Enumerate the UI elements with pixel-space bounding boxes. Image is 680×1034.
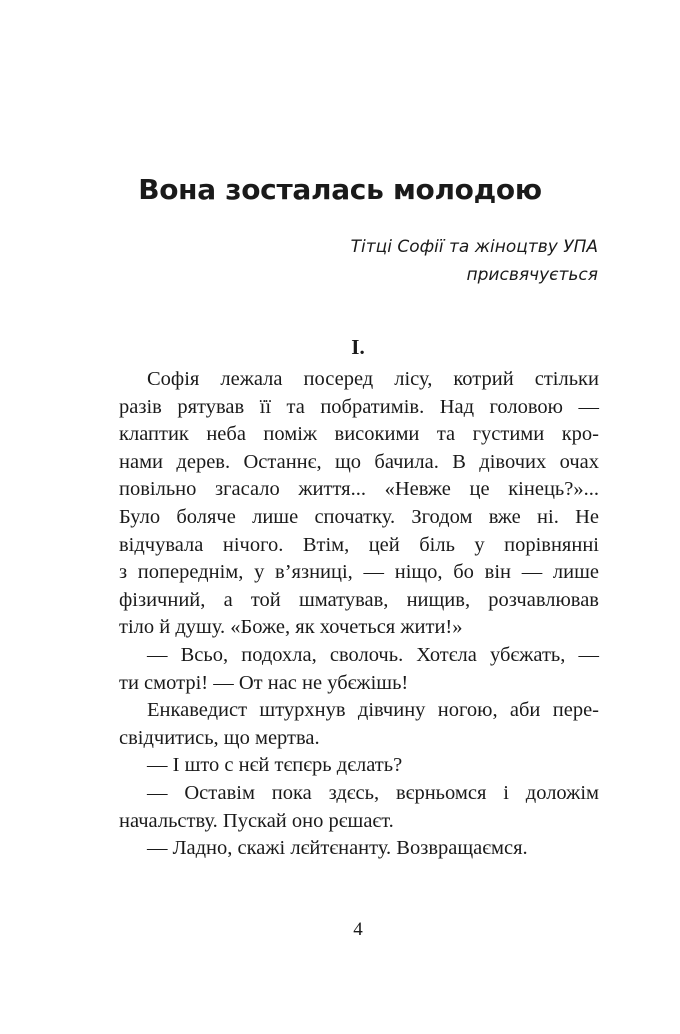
text-line: з попереднім, у в’язниці, — ніщо, бо він — лише bbox=[119, 561, 599, 584]
page-number: 4 bbox=[353, 919, 363, 940]
text-line: — Оставім пока здєсь, вєрньомся і доложім bbox=[147, 781, 599, 804]
text-line: — І што с нєй тєпєрь дєлать? bbox=[147, 754, 403, 777]
text-line: Енкаведист штурхнув дівчину ногою, аби пере- bbox=[147, 699, 599, 722]
text-line: Було боляче лише спочатку. Згодом вже ні. Не bbox=[119, 505, 599, 528]
text-line: фізичний, а той шматував, нищив, розчавлював bbox=[119, 588, 599, 611]
text-line: — Всьо, подохла, сволочь. Хотєла убєжать, — bbox=[147, 643, 599, 666]
dedication-line: присвячується bbox=[466, 264, 598, 285]
text-line: разів рятував її та побратимів. Над головою — bbox=[119, 395, 599, 418]
text-line: нами дерев. Останнє, що бачила. В дівочих очах bbox=[119, 450, 599, 473]
text-line: начальству. Пускай оно рєшаєт. bbox=[119, 809, 394, 832]
text-line: свідчитись, що мертва. bbox=[119, 726, 320, 749]
text-line: ти смотрі! — От нас не убєжішь! bbox=[119, 671, 409, 694]
text-line: Софія лежала посеред лісу, котрий стільки bbox=[147, 368, 599, 390]
text-line: — Ладно, скажі лєйтєнанту. Возвращаємся. bbox=[147, 837, 528, 860]
text-line: повільно згасало життя... «Невже це кінець?»... bbox=[119, 478, 599, 501]
story-title: Вона зосталась молодою bbox=[138, 173, 542, 206]
body-text bbox=[119, 366, 599, 863]
text-line: клаптик неба поміж високими та густими кро- bbox=[119, 423, 599, 446]
text-line: тіло й душу. «Боже, як хочеться жити!» bbox=[119, 616, 463, 639]
dedication bbox=[330, 232, 598, 287]
text-line: відчувала нічого. Втім, цей біль у порівнянні bbox=[119, 533, 599, 556]
chapter-heading: I. bbox=[351, 335, 365, 359]
dedication-line: Тітці Софії та жіноцтву УПА bbox=[350, 237, 598, 257]
